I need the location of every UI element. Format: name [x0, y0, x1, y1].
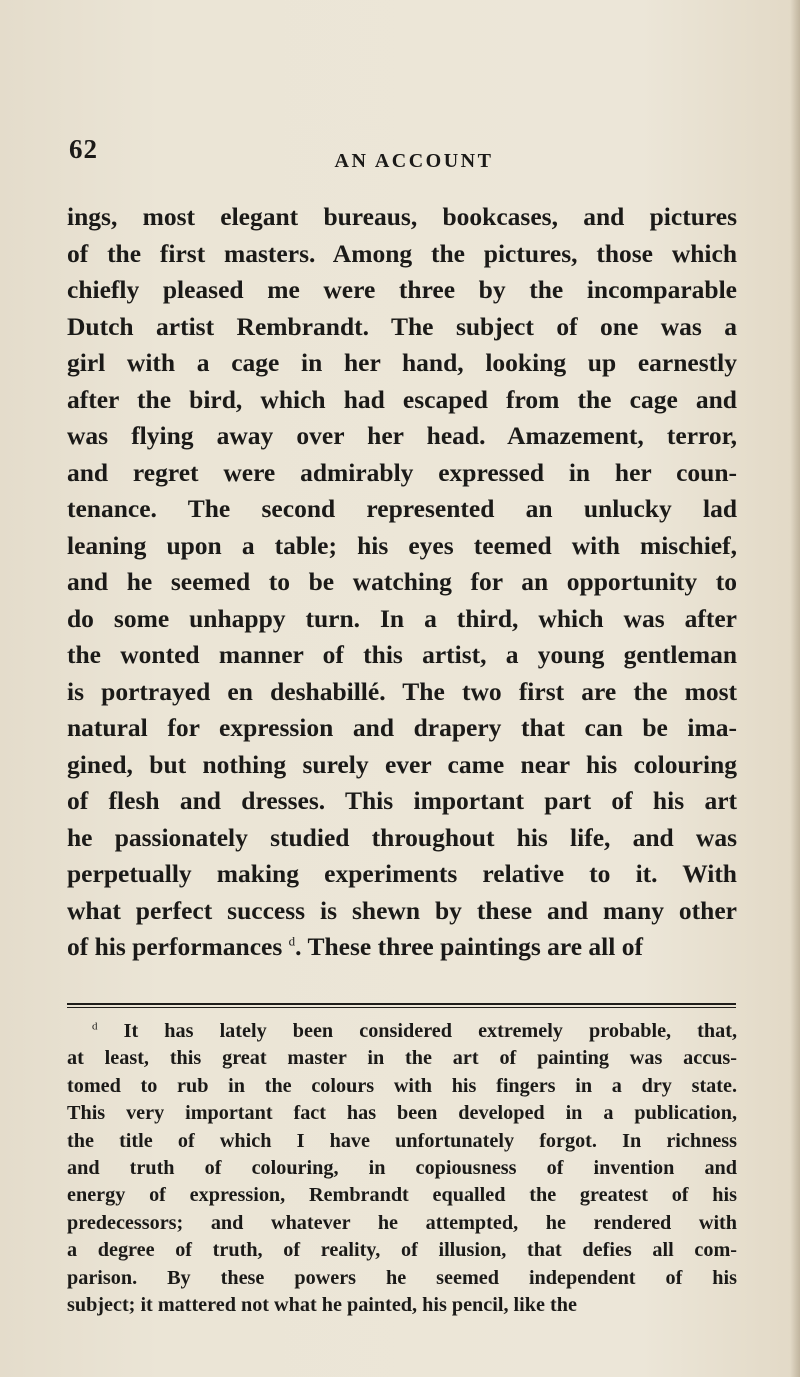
body-line: he passionately studied throughout his life, and was — [67, 822, 737, 852]
footnote-line: subject; it mattered not what he painted, his pencil, like the — [67, 1294, 577, 1317]
body-line: is portrayed en deshabillé. The two first are the most — [67, 676, 737, 706]
body-line-text: . These three paintings are all of — [295, 932, 643, 961]
footnote-line: predecessors; and whatever he attempted, he rendered with — [67, 1211, 737, 1234]
footnote-line-text: It has lately been considered extremely probable, that, — [97, 1020, 737, 1042]
page-number: 62 — [69, 134, 98, 164]
body-line: ings, most elegant bureaus, bookcases, and pictures — [67, 202, 737, 231]
body-line-text: of his performances — [67, 932, 289, 961]
footnote-reference: d — [288, 933, 296, 949]
footnote-rule — [67, 1003, 736, 1008]
body-line: natural for expression and drapery that can be ima- — [67, 713, 737, 742]
body-line: the wonted manner of this artist, a young gentleman — [67, 640, 737, 669]
body-line: and regret were admirably expressed in her coun- — [67, 457, 737, 487]
running-head: AN ACCOUNT — [334, 150, 494, 172]
body-line: of the first masters. Among the pictures, those which — [67, 238, 737, 268]
body-line-last — [67, 929, 737, 966]
body-line: perpetually making experiments relative to it. With — [67, 859, 737, 888]
footnote-line: at least, this great master in the art of painting was accus- — [67, 1047, 737, 1070]
body-line: Dutch artist Rembrandt. The subject of one was a — [67, 311, 737, 341]
footnote-line: parison. By these powers he seemed independent of his — [67, 1266, 737, 1289]
body-line: and he seemed to be watching for an opportunity to — [67, 567, 737, 596]
body-text — [67, 199, 737, 966]
body-line: leaning upon a table; his eyes teemed with mischief, — [67, 530, 737, 560]
footnote-line: the title of which I have unfortunately forgot. In richness — [67, 1129, 737, 1152]
body-line: was flying away over her head. Amazement, terror, — [67, 421, 737, 450]
body-line: gined, but nothing surely ever came near his colouring — [67, 749, 737, 779]
footnote — [67, 1018, 737, 1319]
body-line: girl with a cage in her hand, looking up earnestly — [67, 348, 737, 377]
footnote-line — [67, 1018, 737, 1045]
body-line: after the bird, which had escaped from the cage and — [67, 384, 737, 414]
footnote-line: energy of expression, Rembrandt equalled the greatest of his — [67, 1184, 737, 1207]
footnote-marker: d — [92, 1020, 98, 1033]
body-line: of flesh and dresses. This important part of his art — [67, 786, 737, 815]
footnote-line: This very important fact has been developed in a publication, — [67, 1102, 737, 1125]
footnote-line: a degree of truth, of reality, of illusion, that defies all com- — [67, 1239, 737, 1262]
body-line: do some unhappy turn. In a third, which was after — [67, 603, 737, 633]
body-line: chiefly pleased me were three by the incomparable — [67, 275, 737, 304]
body-line: tenance. The second represented an unlucky lad — [67, 494, 737, 523]
footnote-line: tomed to rub in the colours with his fingers in a dry state. — [67, 1074, 737, 1097]
footnote-line: and truth of colouring, in copiousness of invention and — [67, 1157, 737, 1180]
body-line: what perfect success is shewn by these and many other — [67, 895, 737, 925]
